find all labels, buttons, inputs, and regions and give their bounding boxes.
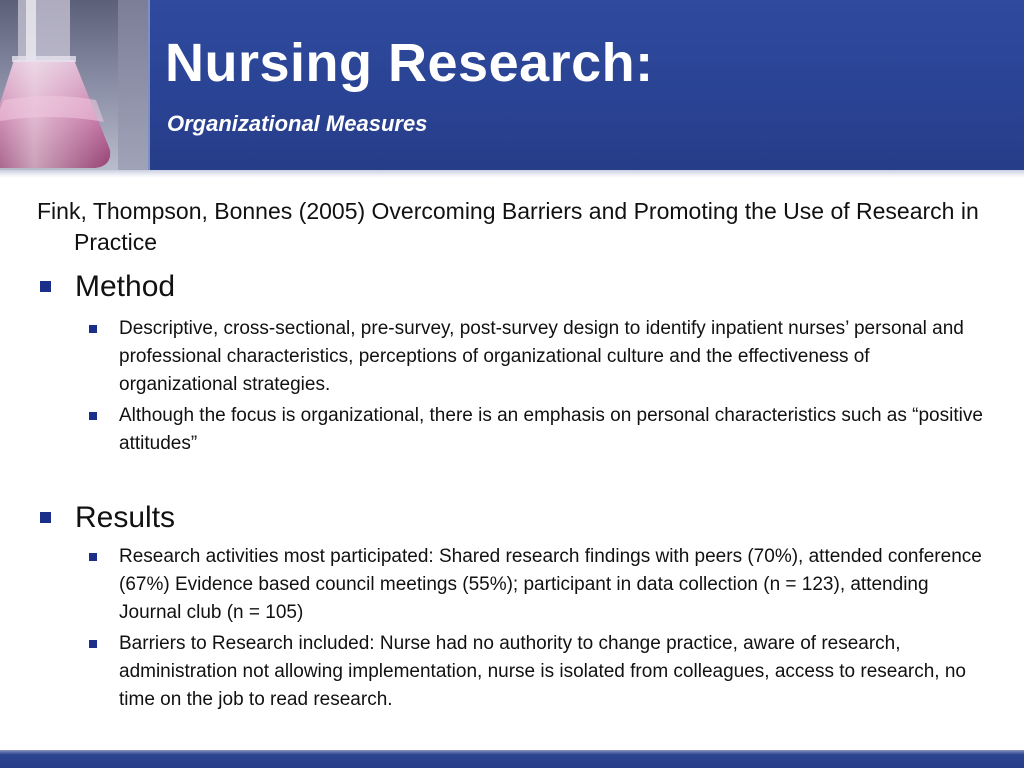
- header-banner: [0, 0, 1024, 170]
- list-item-text: Barriers to Research included: Nurse had no authority to change practice, aware of research, administration not allowing implementation, nurse is isolated from colleagues, access to research, no time on the job to read research.: [119, 633, 966, 710]
- list-item: [89, 315, 989, 399]
- list-item: [89, 630, 989, 714]
- flask-illustration: [0, 0, 148, 170]
- square-bullet-icon: [89, 325, 97, 333]
- footer-bar: [0, 750, 1024, 768]
- slide-title: Nursing Research:: [165, 33, 654, 93]
- square-bullet-icon: [40, 512, 51, 523]
- list-item: [89, 543, 989, 627]
- list-item-text: Research activities most participated: Shared research findings with peers (70%), attended conference (67%) Evidence based council meetings (55%); participant in data collection (n = 123), attending Journal club (n = 105): [119, 546, 982, 623]
- list-item: [89, 402, 989, 458]
- section-heading-label: Method: [75, 270, 176, 303]
- header-divider: [0, 170, 1024, 178]
- square-bullet-icon: [89, 640, 97, 648]
- list-item-text: Although the focus is organizational, there is an emphasis on personal characteristics such as “positive attitudes”: [119, 405, 983, 454]
- laboratory-flask-image: [0, 0, 150, 170]
- square-bullet-icon: [89, 553, 97, 561]
- list-item-text: Descriptive, cross-sectional, pre-survey, post-survey design to identify inpatient nurses’ personal and professional characteristics, perceptions of organizational culture and the effectiveness of organizational strategies.: [119, 318, 964, 395]
- section-heading-label: Results: [75, 501, 176, 534]
- slide-subtitle: Organizational Measures: [167, 111, 428, 136]
- square-bullet-icon: [40, 281, 51, 292]
- citation-text: Fink, Thompson, Bonnes (2005) Overcoming Barriers and Promoting the Use of Research in Practice: [37, 198, 979, 255]
- square-bullet-icon: [89, 412, 97, 420]
